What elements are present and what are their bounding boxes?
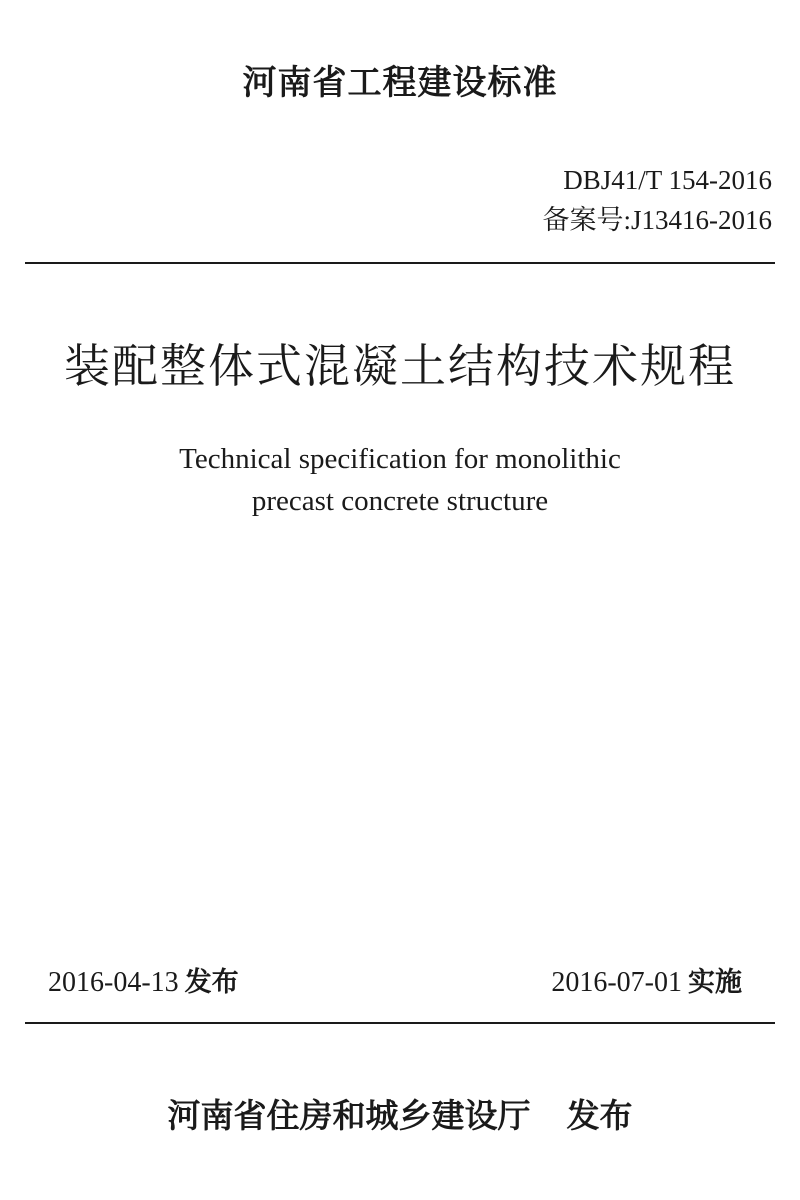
issuer-name: 河南省住房和城乡建设厅 [167,1096,531,1135]
document-title-zh: 装配整体式混凝土结构技术规程 [64,339,736,393]
record-number: 备案号:J13416-2016 [542,205,772,235]
publish-label: 发布 [184,967,239,998]
top-divider [25,262,775,264]
issuer-block [0,1090,800,1137]
bottom-divider [25,1022,775,1024]
effective-date: 2016-07-01 [551,967,682,998]
document-title-en-line1: Technical specification for monolithic [179,443,621,475]
effective-date-block [551,960,742,999]
document-title-en [0,438,800,522]
effective-label: 实施 [688,967,742,998]
issuer-action: 发布 [566,1096,633,1135]
publish-date-block [48,960,239,999]
standard-number: DBJ41/T 154-2016 [563,165,772,195]
publish-date: 2016-04-13 [48,967,179,998]
document-title-en-line2: precast concrete structure [251,485,549,517]
standard-codes [543,160,773,240]
standard-category: 河南省工程建设标准 [242,63,558,103]
